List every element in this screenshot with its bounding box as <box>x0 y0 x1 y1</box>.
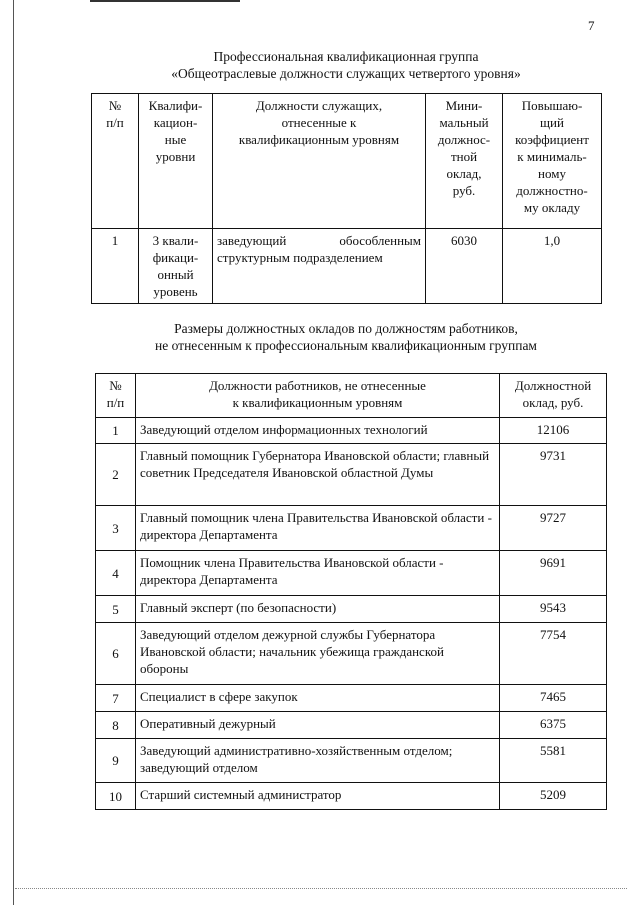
header-text: мальный <box>439 115 489 130</box>
table2-header-salary <box>500 374 607 418</box>
header-text: № <box>108 98 122 113</box>
header-text: коэффициент <box>515 132 589 147</box>
table-row <box>96 506 607 551</box>
row-number: 3 <box>96 506 136 551</box>
section2-title-line2: не отнесенным к профессиональным квалификационным группам <box>155 338 537 353</box>
row-salary: 5581 <box>500 739 607 783</box>
row-position: Заведующий административно-хозяйственным отделом; заведующий отделом <box>136 739 500 783</box>
table-row <box>96 783 607 810</box>
header-text: руб. <box>452 183 476 198</box>
row-number: 8 <box>96 712 136 739</box>
row-salary: 7465 <box>500 685 607 712</box>
header-text: Повышаю- <box>521 98 583 113</box>
scan-edge-bottom <box>15 888 627 890</box>
header-text: должнос- <box>437 132 491 147</box>
header-text: к минималь- <box>517 149 587 164</box>
header-text: к квалификационным уровням <box>232 395 403 410</box>
table1-header-row <box>92 94 602 229</box>
table2-header-num <box>96 374 136 418</box>
header-text: Мини- <box>445 98 483 113</box>
section1-title-line1: Профессиональная квалификационная группа <box>213 49 479 64</box>
row-coefficient: 1,0 <box>503 229 602 304</box>
header-text: Должностной <box>514 378 592 393</box>
header-text: Должности служащих, <box>255 98 383 113</box>
row-salary: 7754 <box>500 623 607 685</box>
section2-title-line1: Размеры должностных окладов по должностям работников, <box>174 321 518 336</box>
table-row <box>96 418 607 444</box>
position-text: структурным подразделением <box>217 250 383 265</box>
row-salary: 6375 <box>500 712 607 739</box>
row-salary: 5209 <box>500 783 607 810</box>
table1-header-coef <box>503 94 602 229</box>
row-salary: 9691 <box>500 551 607 596</box>
table1-header-positions <box>213 94 426 229</box>
header-text: Должности работников, не отнесенные <box>209 378 426 393</box>
row-position: Помощник члена Правительства Ивановской области - директора Департамента <box>136 551 500 596</box>
table-row <box>96 712 607 739</box>
scan-edge-left <box>13 0 14 905</box>
page-number: 7 <box>588 18 595 33</box>
header-text: оклад, <box>446 166 482 181</box>
level-text: онный <box>157 267 194 282</box>
row-position: Главный эксперт (по безопасности) <box>136 596 500 623</box>
row-number: 4 <box>96 551 136 596</box>
row-position: Главный помощник члена Правительства Ивановской области - директора Департамента <box>136 506 500 551</box>
row-position: Старший системный администратор <box>136 783 500 810</box>
table1-header-num <box>92 94 139 229</box>
header-text: № <box>109 378 122 393</box>
row-number: 1 <box>92 229 139 304</box>
header-text: ные <box>164 132 187 147</box>
row-salary: 12106 <box>500 418 607 444</box>
table-row <box>92 229 602 304</box>
header-text: должностно- <box>516 183 588 198</box>
table1-header-salary <box>426 94 503 229</box>
salary-table <box>95 373 607 810</box>
header-text: Квалифи- <box>148 98 203 113</box>
section1-title-line2: «Общеотраслевые должности служащих четвертого уровня» <box>171 66 521 81</box>
row-salary: 9731 <box>500 444 607 506</box>
header-text: щий <box>540 115 564 130</box>
row-number: 9 <box>96 739 136 783</box>
level-text: 3 квали- <box>152 233 199 248</box>
level-text: фикаци- <box>152 250 199 265</box>
table1-header-level <box>139 94 213 229</box>
position-text: заведующий обособленным <box>217 233 421 248</box>
table-row <box>96 739 607 783</box>
row-position: Оперативный дежурный <box>136 712 500 739</box>
header-text: п/п <box>106 115 124 130</box>
row-number: 2 <box>96 444 136 506</box>
row-position: Главный помощник Губернатора Ивановской области; главный советник Председателя Ивановской областной Думы <box>136 444 500 506</box>
header-text: квалификационным уровням <box>238 132 400 147</box>
header-text: уровни <box>155 149 196 164</box>
level-text: уровень <box>153 284 198 299</box>
table-row <box>96 551 607 596</box>
row-salary: 6030 <box>426 229 503 304</box>
row-number: 5 <box>96 596 136 623</box>
table-row <box>96 444 607 506</box>
row-number: 7 <box>96 685 136 712</box>
row-position: Заведующий отделом информационных технологий <box>136 418 500 444</box>
row-number: 1 <box>96 418 136 444</box>
scan-edge-top <box>90 0 240 2</box>
section1-title <box>96 48 596 82</box>
table-row <box>96 596 607 623</box>
header-text: п/п <box>106 395 125 410</box>
row-number: 10 <box>96 783 136 810</box>
qualification-group-table <box>91 93 602 304</box>
table2-header-row <box>96 374 607 418</box>
header-text: оклад, руб. <box>522 395 584 410</box>
header-text: отнесенные к <box>281 115 357 130</box>
row-position <box>213 229 426 304</box>
row-position: Заведующий отделом дежурной службы Губернатора Ивановской области; начальник убежища гражданской обороны <box>136 623 500 685</box>
row-position: Специалист в сфере закупок <box>136 685 500 712</box>
row-salary: 9727 <box>500 506 607 551</box>
header-text: кацион- <box>153 115 198 130</box>
header-text: тной <box>450 149 478 164</box>
header-text: му окладу <box>523 200 581 215</box>
row-salary: 9543 <box>500 596 607 623</box>
section2-title <box>96 320 596 354</box>
row-level <box>139 229 213 304</box>
header-text: ному <box>538 166 566 181</box>
table-row <box>96 623 607 685</box>
table-row <box>96 685 607 712</box>
row-number: 6 <box>96 623 136 685</box>
table2-header-positions <box>136 374 500 418</box>
